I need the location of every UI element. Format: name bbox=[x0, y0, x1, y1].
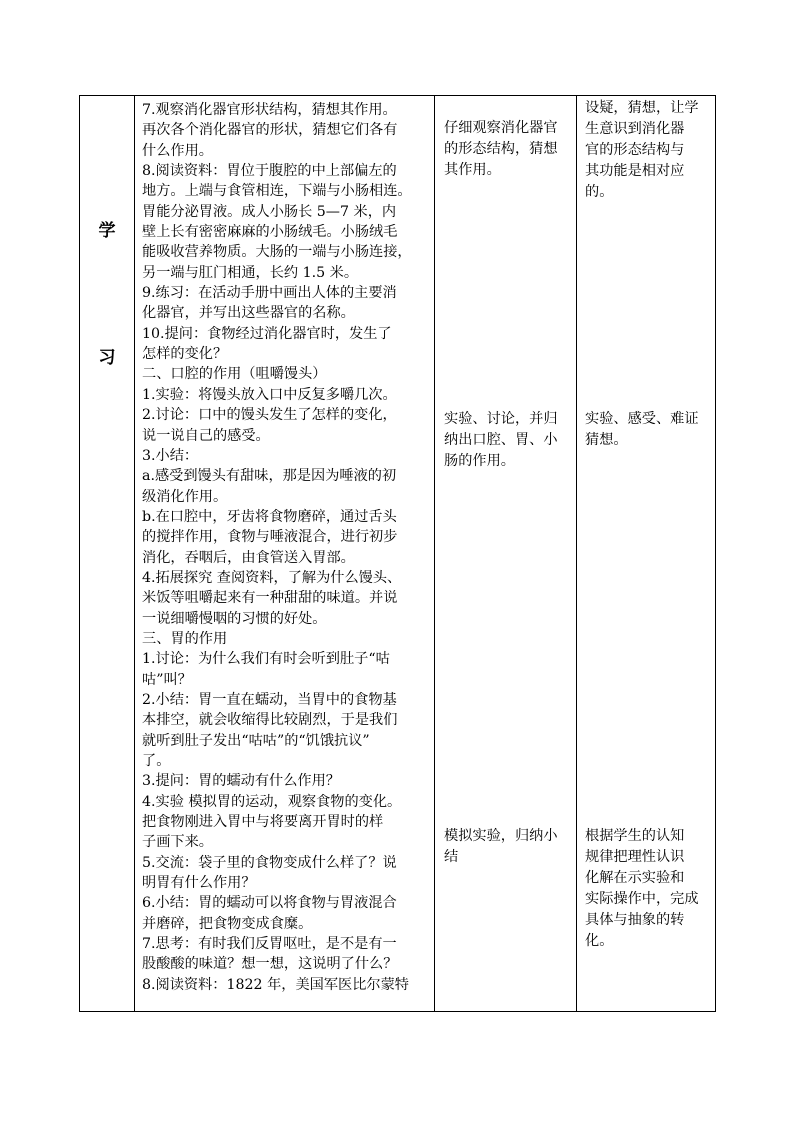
lesson-plan-table bbox=[79, 95, 716, 1012]
cell-line: 根据学生的认知 bbox=[585, 828, 685, 844]
content-line: 3.提问：胃的蠕动有什么作用？ bbox=[142, 773, 340, 790]
content-line: 怎样的变化？ bbox=[142, 346, 228, 363]
content-line: 壁上长有密密麻麻的小肠绒毛。小肠绒毛 bbox=[142, 224, 398, 241]
column-divider bbox=[576, 96, 577, 1011]
content-line: 消化，吞咽后，由食管送入胃部。 bbox=[142, 549, 355, 566]
content-line: 把食物刚进入胃中与将要离开胃时的样 bbox=[142, 814, 384, 831]
content-line: 说一说自己的感受。 bbox=[142, 427, 270, 444]
cell-line: 的。 bbox=[585, 184, 614, 200]
content-line: 能吸收营养物质。大肠的一端与小肠连接， bbox=[142, 244, 412, 261]
content-line: 5.交流：袋子里的食物变成什么样了？说 bbox=[142, 854, 397, 871]
cell-line: 肠的作用。 bbox=[444, 453, 515, 469]
content-line: 明胃有什么作用？ bbox=[142, 875, 256, 892]
content-line: 另一端与肛门相通，长约 1.5 米。 bbox=[142, 264, 359, 281]
content-line: 咕”叫？ bbox=[142, 671, 192, 688]
content-line: 一说细嚼慢咽的习惯的好处。 bbox=[142, 610, 327, 627]
content-line: 三、胃的作用 bbox=[142, 630, 228, 647]
cell-line: 官的形态结构与 bbox=[585, 142, 685, 158]
column-divider bbox=[134, 96, 135, 1011]
content-line: 地方。上端与食管相连，下端与小肠相连。 bbox=[142, 183, 412, 200]
cell-line: 规律把理性认识 bbox=[585, 849, 685, 865]
content-line: 7.观察消化器官形状结构，猜想其作用。 bbox=[142, 102, 397, 118]
cell-line: 实验、讨论，并归 bbox=[444, 411, 558, 427]
cell-line: 其作用。 bbox=[444, 162, 501, 178]
content-line: 1.讨论：为什么我们有时会听到肚子“咕 bbox=[142, 651, 390, 668]
content-line: 2.小结：胃一直在蠕动，当胃中的食物基 bbox=[142, 691, 397, 708]
content-line: 6.小结：胃的蠕动可以将食物与胃液混合 bbox=[142, 895, 397, 912]
content-line: 9.练习：在活动手册中画出人体的主要消 bbox=[142, 285, 397, 302]
cell-line: 设疑，猜想，让学 bbox=[585, 100, 699, 116]
cell-line: 实际操作中，完成 bbox=[585, 891, 699, 907]
cell-line: 生意识到消化器 bbox=[585, 121, 685, 137]
cell-line: 化解在示实验和 bbox=[585, 870, 685, 886]
student-activity-block bbox=[444, 826, 576, 868]
design-intent-block bbox=[585, 98, 715, 203]
content-line: 股酸酸的味道？想一想，这说明了什么？ bbox=[142, 956, 398, 973]
content-line: 4.实验 模拟胃的运动，观察食物的变化。 bbox=[142, 793, 402, 810]
content-line: 8.阅读资料：胃位于腹腔的中上部偏左的 bbox=[142, 163, 397, 180]
content-line: 就听到肚子发出“咕咕”的“饥饿抗议” bbox=[142, 732, 370, 749]
design-intent-block bbox=[585, 409, 715, 451]
student-activity-block bbox=[444, 118, 576, 181]
content-line: 米饭等咀嚼起来有一种甜甜的味道。并说 bbox=[142, 590, 398, 607]
content-line: 7.思考：有时我们反胃呕吐，是不是有一 bbox=[142, 936, 397, 953]
content-line: a.感受到馒头有甜味，那是因为唾液的初 bbox=[142, 468, 397, 485]
content-line: 了。 bbox=[142, 753, 171, 769]
content-line: 2.讨论：口中的馒头发生了怎样的变化， bbox=[142, 407, 397, 424]
cell-line: 实验、感受、难证 bbox=[585, 411, 699, 427]
cell-line: 猜想。 bbox=[585, 432, 628, 448]
content-line: 二、口腔的作用（咀嚼馒头） bbox=[142, 366, 327, 383]
design-intent-block bbox=[585, 826, 715, 952]
content-line: b.在口腔中，牙齿将食物磨碎，通过舌头 bbox=[142, 508, 397, 525]
content-line: 1.实验：将馒头放入口中反复多嚼几次。 bbox=[142, 386, 397, 403]
content-line: 什么作用。 bbox=[142, 142, 213, 159]
student-activity-block bbox=[444, 409, 576, 472]
content-line: 胃能分泌胃液。成人小肠长 5—7 米，内 bbox=[142, 203, 397, 220]
cell-line: 具体与抽象的转 bbox=[585, 912, 685, 928]
content-line: 的搅拌作用，食物与唾液混合，进行初步 bbox=[142, 529, 398, 546]
design-intent-column bbox=[585, 96, 715, 1011]
content-line: 级消化作用。 bbox=[142, 488, 228, 505]
cell-line: 化。 bbox=[585, 933, 614, 949]
section-label-char: 学 bbox=[98, 221, 116, 241]
student-activity-column bbox=[444, 96, 576, 1011]
section-label-char: 习 bbox=[98, 348, 116, 368]
section-label-column bbox=[80, 96, 134, 1011]
content-line: 子画下来。 bbox=[142, 834, 213, 851]
cell-line: 仔细观察消化器官 bbox=[444, 120, 558, 136]
cell-line: 的形态结构，猜想 bbox=[444, 141, 558, 157]
content-line: 并磨碎，把食物变成食糜。 bbox=[142, 915, 313, 932]
column-divider bbox=[434, 96, 435, 1011]
content-line: 3.小结： bbox=[142, 447, 199, 464]
cell-line: 其功能是相对应 bbox=[585, 163, 685, 179]
content-line: 10.提问：食物经过消化器官时，发生了 bbox=[142, 325, 392, 342]
content-line: 再次各个消化器官的形状，猜想它们各有 bbox=[142, 122, 398, 139]
cell-line: 模拟实验，归纳小 bbox=[444, 828, 558, 844]
cell-line: 纳出口腔、胃、小 bbox=[444, 432, 558, 448]
content-line: 8.阅读资料：1822 年，美国军医比尔蒙特 bbox=[142, 976, 409, 993]
content-line: 化器官，并写出这些器官的名称。 bbox=[142, 305, 355, 322]
cell-line: 结 bbox=[444, 849, 459, 865]
content-line: 本排空，就会收缩得比较剧烈，于是我们 bbox=[142, 712, 398, 729]
content-line: 4.拓展探究 查阅资料，了解为什么馒头、 bbox=[142, 569, 402, 586]
teaching-content-column bbox=[142, 100, 432, 995]
